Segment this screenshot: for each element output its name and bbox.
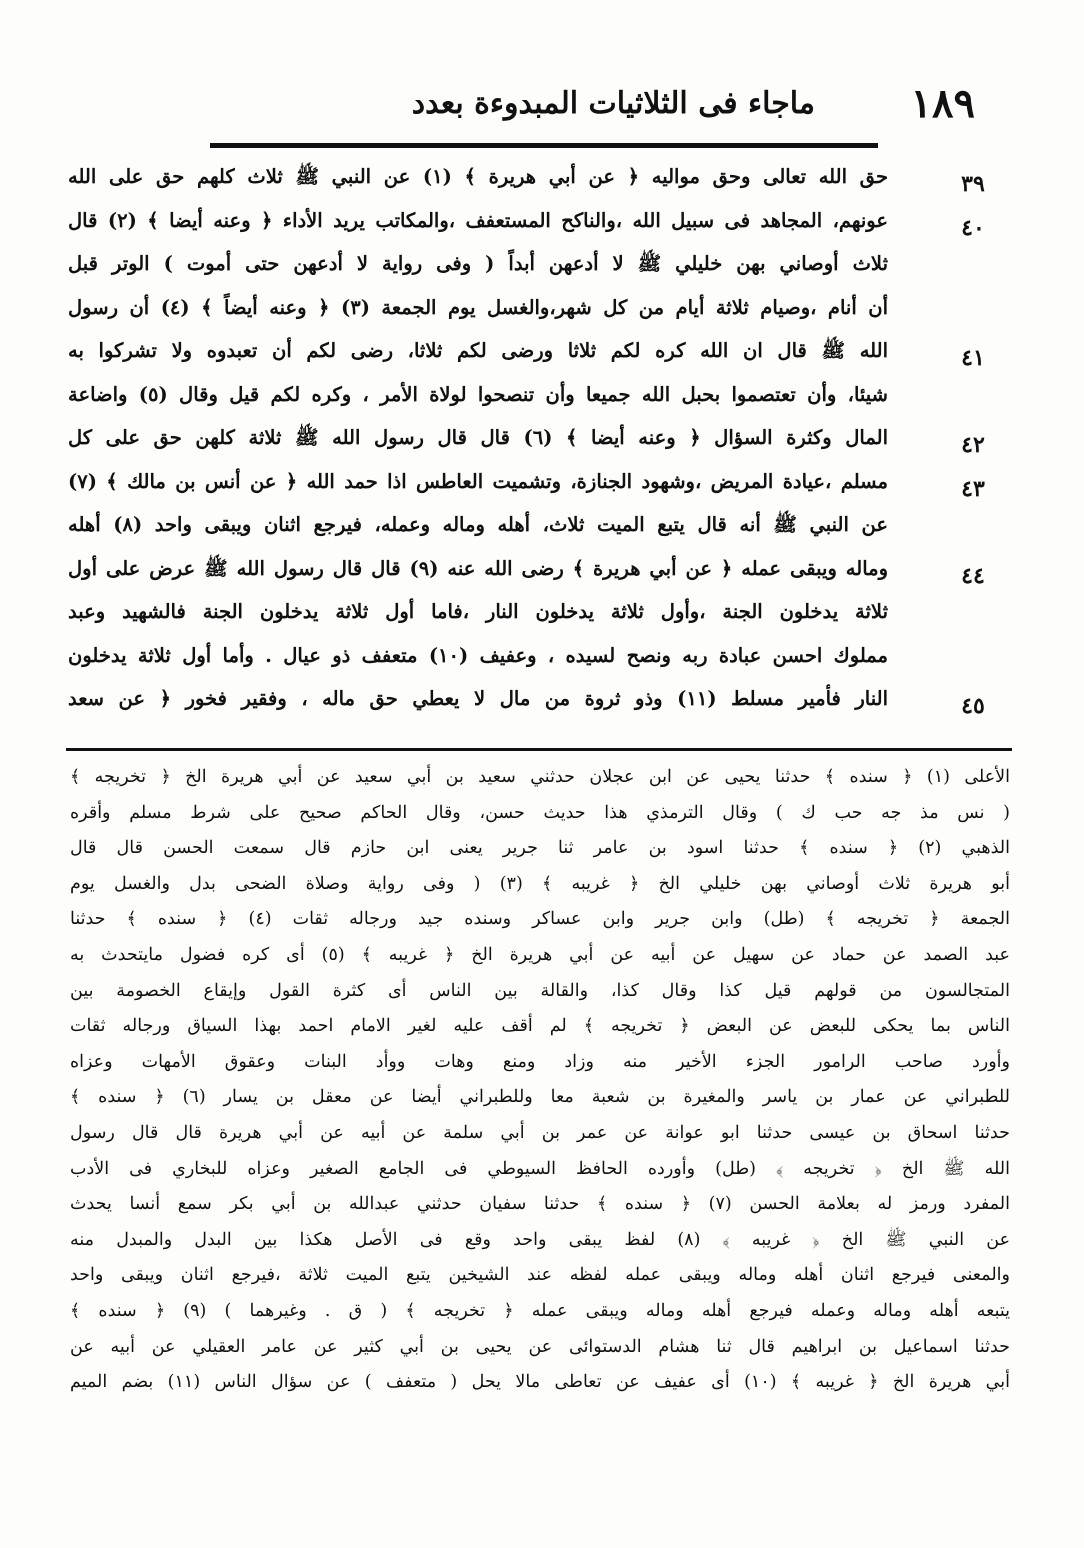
footnotes xyxy=(70,760,1010,1401)
text-line: حق الله تعالى وحق مواليه ﴿ عن أبي هريرة ﴾ (١) عن النبي ﷺ ثلاث كلهم حق على الله xyxy=(68,165,888,188)
text-line: النار فأمير مسلط (١١) وذو ثروة من مال لا يعطي حق ماله ، وفقير فخور ﴿ عن سعد xyxy=(68,687,888,710)
hadith-number: ٤٥ xyxy=(961,693,985,719)
footnote-line: للطبراني عن عمار بن ياسر والمغيرة بن شعبة معا وللطبراني أيضا عن معقل بن يسار (٦) ﴿ سنده ﴾ xyxy=(70,1087,1010,1108)
text-line: شيئا، وأن تعتصموا بحبل الله جميعا وأن تنصحوا لولاة الأمر ، وكره لكم قيل وقال (٥) واضاعة xyxy=(68,382,888,406)
hadith-number: ٤١ xyxy=(961,345,985,371)
footnote-line: وأورد صاحب الرامور الجزء الأخير منه وزاد ومنع وهات ووأد البنات وعقوق الأمهات وعزاه xyxy=(70,1051,1010,1072)
text-line: المال وكثرة السؤال ﴿ وعنه أيضا ﴾ (٦) قال قال رسول الله ﷺ ثلاثة كلهن حق على كل xyxy=(68,426,888,449)
footnote-line: والمعنى فيرجع اثنان أهله وماله ويبقى عمله لفظه عند الشيخين يتبع الميت ثلاثة ،فيرجع اثنان ويبقى واحد xyxy=(70,1265,1010,1286)
text-line: عونهم، المجاهد فى سبيل الله ،والناكح المستعفف ،والمكاتب يريد الأداء ﴿ وعنه أيضا ﴾ (٢) قال xyxy=(68,208,888,232)
hadith-number: ٤٤ xyxy=(961,562,985,589)
hadith-number: ٤٢ xyxy=(961,432,985,458)
footnote-line: المتجالسون من قولهم قيل كذا وقال كذا، والقالة بين الناس أى كثرة القول وإيقاع الخصومة بين xyxy=(70,980,1010,1001)
footnote-line: عن النبي ﷺ الخ ﴿ غريبه ﴾ (٨) لفظ يبقى واحد وقع فى الأصل هكذا بين البدل والمبدل منه xyxy=(70,1229,1010,1250)
page-header xyxy=(80,72,995,142)
footnote-line: ( نس مذ جه حب ك ) وقال الترمذي هذا حديث حسن، وقال الحاكم صحيح على شرط مسلم وأقره xyxy=(70,802,1010,823)
text-line: مسلم ،عيادة المريض ،وشهود الجنازة، وتشميت العاطس اذا حمد الله ﴿ عن أنس بن مالك ﴾ (٧) xyxy=(68,469,888,493)
text-line: أن أنام ،وصيام ثلاثة أيام من كل شهر،والغسل يوم الجمعة (٣) ﴿ وعنه أيضاً ﴾ (٤) أن رسول xyxy=(68,295,888,319)
hadith-number: ٤٣ xyxy=(961,475,985,502)
footnote-divider xyxy=(66,748,1012,751)
main-text xyxy=(68,155,888,721)
hadith-number: ٤٠ xyxy=(961,214,985,241)
footnote-line: يتبعه أهله وماله وعمله فيرجع أهله وماله ويبقى عمله ﴿ تخريجه ﴾ ( ق . وغيرهما ) (٩) ﴿ سنده ﴾ xyxy=(70,1300,1010,1321)
footnote-line: الذهبي (٢) ﴿ سنده ﴾ حدثنا اسود بن عامر ثنا جرير يعنى ابن حازم قال سمعت الحسن قال قال xyxy=(70,838,1010,859)
header-rule xyxy=(210,143,878,148)
footnote-line: الناس بما يحكى للبعض عن البعض ﴿ تخريجه ﴾ لم أقف عليه لغير الامام احمد بهذا السياق ورجاله ثقات xyxy=(70,1016,1010,1037)
footnote-line: الأعلى (١) ﴿ سنده ﴾ حدثنا يحيى عن ابن عجلان حدثني سعيد بن أبي سعيد عن أبي هريرة الخ ﴿ تخريجه ﴾ xyxy=(70,767,1010,787)
text-line: وماله ويبقى عمله ﴿ عن أبي هريرة ﴾ رضى الله عنه (٩) قال قال رسول الله ﷺ عرض على أول xyxy=(68,556,888,580)
text-line: الله ﷺ قال ان الله كره لكم ثلاثا ورضى لكم ثلاثا، رضى لكم أن تعبدوه ولا تشركوا به xyxy=(68,339,888,362)
footnote-line: أبي هريرة الخ ﴿ غريبه ﴾ (١٠) أى عفيف عن تعاطى مالا يحل ( متعفف ) عن سؤال الناس (١١) بضم الميم xyxy=(70,1372,1010,1393)
running-title: ماجاء فى الثلاثيات المبدوءة بعدد xyxy=(411,86,815,121)
footnote-line: حدثنا اسماعيل بن ابراهيم قال ثنا هشام الدستوائى عن يحيى بن أبي كثير عن عامر العقيلي عن أبيه عن xyxy=(70,1336,1010,1357)
footnote-line: أبو هريرة ثلاث أوصاني بهن خليلي الخ ﴿ غريبه ﴾ (٣) ( وفى رواية وصلاة الضحى بدل والغسل يوم xyxy=(70,873,1010,894)
text-line: ثلاث أوصاني بهن خليلي ﷺ لا أدعهن أبداً ( وفى رواية لا أدعهن حتى أموت ) الوتر قبل xyxy=(68,252,888,275)
hadith-number: ٣٩ xyxy=(961,171,985,197)
text-line: مملوك احسن عبادة ربه ونصح لسيده ، وعفيف (١٠) متعفف ذو عيال . وأما أول ثلاثة يدخلون xyxy=(68,643,888,667)
footnote-line: عبد الصمد عن حماد عن سهيل عن أبيه عن أبي هريرة الخ ﴿ غريبه ﴾ (٥) أى كره فضول مايتحدث به xyxy=(70,944,1010,965)
footnote-line: الله ﷺ الخ ﴿ تخريجه ﴾ (طل) وأورده الحافظ السيوطي فى الجامع الصغير وعزاه للبخاري فى الأدب xyxy=(70,1158,1010,1179)
text-line: عن النبي ﷺ أنه قال يتبع الميت ثلاث، أهله وماله وعمله، فيرجع اثنان ويبقى واحد (٨) أهله xyxy=(68,513,888,536)
text-line: ثلاثة يدخلون الجنة ،وأول ثلاثة يدخلون النار ،فاما أول ثلاثة يدخلون الجنة فالشهيد وعبد xyxy=(68,600,888,623)
footnote-line: حدثنا اسحاق بن عيسى حدثنا ابو عوانة عن عمر بن أبي سلمة عن أبيه عن أبي هريرة قال قال رسول xyxy=(70,1122,1010,1143)
page-number: ١٨٩ xyxy=(910,80,975,127)
footnote-line: المفرد ورمز له بعلامة الحسن (٧) ﴿ سنده ﴾ حدثنا سفيان حدثني عبدالله بن أبي بكر سمع أنسا يحدث xyxy=(70,1194,1010,1215)
footnote-line: الجمعة ﴿ تخريجه ﴾ (طل) وابن جرير وابن عساكر وسنده جيد ورجاله ثقات (٤) ﴿ سنده ﴾ حدثنا xyxy=(70,909,1010,930)
